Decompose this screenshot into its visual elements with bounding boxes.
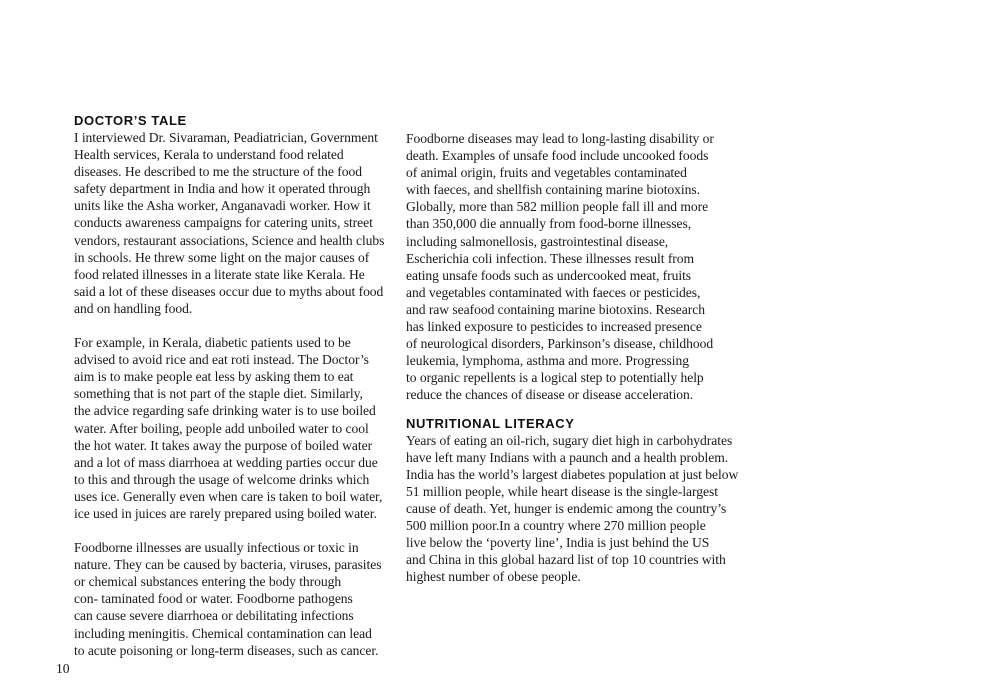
text-line: For example, in Kerala, diabetic patients used to be	[74, 335, 351, 351]
text-line: Globally, more than 582 million people fall ill and more	[406, 199, 709, 215]
section-heading-nutritional-literacy: NUTRITIONAL LITERACY	[406, 415, 575, 431]
text-line: can cause severe diarrhoea or debilitating infections	[74, 608, 354, 624]
text-line: 500 million poor.In a country where 270 million people	[406, 517, 706, 533]
text-line: Escherichia coli infection. These illnesses result from	[406, 250, 695, 266]
text-line: eating unsafe foods such as undercooked meat, fruits	[406, 267, 692, 283]
text-line: I interviewed Dr. Sivaraman, Peadiatrician, Government	[74, 130, 378, 145]
text-line: with faeces, and shellfish containing marine biotoxins.	[406, 182, 700, 198]
text-line: than 350,000 die annually from food-borne illnesses,	[406, 216, 692, 232]
text-line: conducts awareness campaigns for catering units, street	[74, 215, 373, 231]
text-line: the advice regarding safe drinking water is to use boiled	[74, 403, 376, 419]
text-line: to this and through the usage of welcome drinks which	[74, 471, 370, 487]
text-line: said a lot of these diseases occur due to myths about food	[74, 283, 384, 299]
text-line: to organic repellents is a logical step to potentially help	[406, 370, 704, 386]
text-line: has linked exposure to pesticides to increased presence	[406, 319, 702, 335]
section-spacer	[406, 404, 724, 415]
text-line: safety department in India and how it operated through	[74, 181, 371, 197]
text-line: the hot water. It takes away the purpose of boiled water	[74, 437, 373, 453]
text-line: aim is to make people eat less by asking them to eat	[74, 369, 354, 385]
paragraph-kerala-example	[74, 334, 396, 522]
text-line: India has the world’s largest diabetes population at just below	[406, 466, 739, 482]
text-line: cause of death. Yet, hunger is endemic among the country’s	[406, 500, 727, 516]
text-line: death. Examples of unsafe food include uncooked foods	[406, 148, 709, 164]
text-line: water. After boiling, people add unboiled water to cool	[74, 420, 369, 436]
left-column	[74, 112, 396, 659]
text-line: of neurological disorders, Parkinson’s disease, childhood	[406, 336, 714, 352]
text-line: or chemical substances entering the body through	[74, 574, 342, 590]
text-line: of animal origin, fruits and vegetables contaminated	[406, 165, 687, 181]
text-line: in schools. He threw some light on the major causes of	[74, 249, 370, 265]
paragraph-spacer	[74, 317, 396, 334]
text-line: units like the Asha worker, Anganavadi worker. How it	[74, 198, 371, 214]
text-line: advised to avoid rice and eat roti instead. The Doctor’s	[74, 352, 369, 368]
text-line: con- taminated food or water. Foodborne pathogens	[74, 591, 353, 607]
paragraph-foodborne-illnesses	[74, 539, 396, 659]
text-line: live below the ‘poverty line’, India is just behind the US	[406, 535, 710, 551]
text-line: Foodborne illnesses are usually infectious or toxic in	[74, 540, 359, 556]
text-line: leukemia, lymphoma, asthma and more. Progressing	[406, 353, 690, 369]
text-line: and a lot of mass diarrhoea at wedding parties occur due	[74, 454, 378, 470]
text-line: food related illnesses in a literate state like Kerala. He	[74, 266, 365, 282]
paragraph-spacer	[74, 522, 396, 539]
text-line: and China in this global hazard list of top 10 countries with	[406, 552, 726, 568]
text-line: and on handling food.	[74, 300, 193, 316]
text-line: something that is not part of the staple diet. Similarly,	[74, 386, 363, 402]
text-line: highest number of obese people.	[406, 569, 581, 585]
text-line: vendors, restaurant associations, Science and health clubs	[74, 232, 385, 248]
text-line: nature. They can be caused by bacteria, viruses, parasites	[74, 557, 382, 573]
section-heading-doctors-tale: DOCTOR’S TALE	[74, 113, 187, 128]
text-line: Health services, Kerala to understand food related	[74, 147, 344, 163]
text-line: uses ice. Generally even when care is taken to boil water,	[74, 488, 383, 504]
paragraph-foodborne-diseases	[406, 130, 724, 404]
text-line: including salmonellosis, gastrointestinal disease,	[406, 233, 669, 249]
right-column	[406, 130, 739, 585]
text-line: Foodborne diseases may lead to long-lasting disability or	[406, 131, 714, 146]
text-line: to acute poisoning or long-term diseases, such as cancer.	[74, 642, 379, 658]
text-line: ice used in juices are rarely prepared using boiled water.	[74, 505, 377, 521]
text-line: diseases. He described to me the structure of the food	[74, 164, 362, 180]
paragraph-interview	[74, 129, 396, 317]
text-line: and vegetables contaminated with faeces or pesticides,	[406, 284, 701, 300]
text-line: Years of eating an oil-rich, sugary diet high in carbohydrates	[406, 432, 733, 448]
text-line: 51 million people, while heart disease is the single-largest	[406, 483, 718, 499]
text-line: including meningitis. Chemical contamination can lead	[74, 625, 372, 641]
text-line: reduce the chances of disease or disease acceleration.	[406, 387, 694, 403]
text-line: have left many Indians with a paunch and a health problem.	[406, 449, 729, 465]
page-number: 10	[56, 661, 70, 676]
text-line: and raw seafood containing marine biotoxins. Research	[406, 301, 705, 317]
paragraph-nutritional-literacy	[406, 432, 739, 586]
